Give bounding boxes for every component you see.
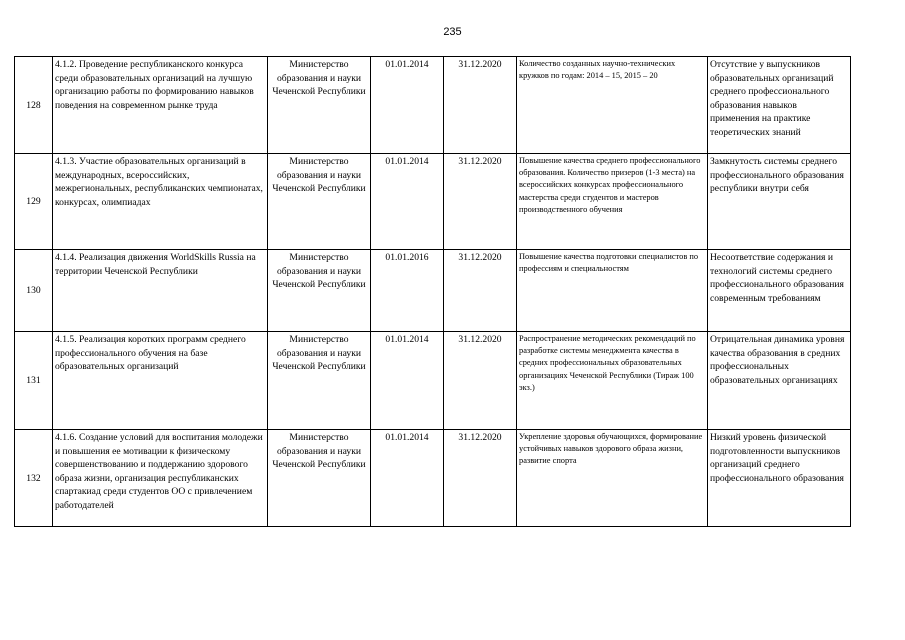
indicator-cell: Повышение качества подготовки специалистов по профессиям и специальностям — [517, 250, 708, 332]
program-measures-table — [14, 56, 851, 527]
measure-cell: 4.1.4. Реализация движения WorldSkills Russia на территории Чеченской Республики — [53, 250, 268, 332]
row-number: 129 — [15, 154, 53, 250]
row-number: 128 — [15, 57, 53, 154]
table-row — [15, 154, 851, 250]
end-date-cell: 31.12.2020 — [444, 154, 517, 250]
executor-cell: Министерство образования и науки Чеченской Республики — [268, 430, 371, 527]
table-row — [15, 430, 851, 527]
row-number: 131 — [15, 332, 53, 430]
indicator-cell: Повышение качества среднего профессионального образования. Количество призеров (1-3 места) на всероссийских конкурсах профессионального мастерства среди студентов и мастеров производственного обучения — [517, 154, 708, 250]
start-date-cell: 01.01.2014 — [371, 57, 444, 154]
indicator-cell: Количество созданных научно-технических кружков по годам: 2014 – 15, 2015 – 20 — [517, 57, 708, 154]
risk-cell: Несоответствие содержания и технологий системы среднего профессионального образования современным требованиям — [708, 250, 851, 332]
measure-cell: 4.1.3. Участие образовательных организаций в международных, всероссийских, межрегиональных, республиканских чемпионатах, конкурсах, олимпиадах — [53, 154, 268, 250]
start-date-cell: 01.01.2014 — [371, 154, 444, 250]
executor-cell: Министерство образования и науки Чеченской Республики — [268, 154, 371, 250]
table-row — [15, 57, 851, 154]
table-row — [15, 332, 851, 430]
measure-cell: 4.1.6. Создание условий для воспитания молодежи и повышения ее мотивации к физическому совершенствованию и поддержанию здорового образа жизни, организация республиканских спартакиад среди студентов ОО с привлечением работодателей — [53, 430, 268, 527]
executor-cell: Министерство образования и науки Чеченской Республики — [268, 332, 371, 430]
indicator-cell: Распространение методических рекомендаций по разработке системы менеджмента качества в средних профессиональных образовательных организациях Чеченской Республики (Тираж 100 экз.) — [517, 332, 708, 430]
end-date-cell: 31.12.2020 — [444, 57, 517, 154]
executor-cell: Министерство образования и науки Чеченской Республики — [268, 57, 371, 154]
row-number: 132 — [15, 430, 53, 527]
executor-cell: Министерство образования и науки Чеченской Республики — [268, 250, 371, 332]
end-date-cell: 31.12.2020 — [444, 332, 517, 430]
risk-cell: Замкнутость системы среднего профессионального образования республики внутри себя — [708, 154, 851, 250]
start-date-cell: 01.01.2014 — [371, 430, 444, 527]
row-number: 130 — [15, 250, 53, 332]
page-number: 235 — [443, 26, 462, 38]
start-date-cell: 01.01.2016 — [371, 250, 444, 332]
table-row — [15, 250, 851, 332]
start-date-cell: 01.01.2014 — [371, 332, 444, 430]
end-date-cell: 31.12.2020 — [444, 430, 517, 527]
risk-cell: Низкий уровень физической подготовленности выпускников организаций среднего профессионального образования — [708, 430, 851, 527]
measure-cell: 4.1.2. Проведение республиканского конкурса среди образовательных организаций на лучшую организацию работы по формированию навыков поведения на современном рынке труда — [53, 57, 268, 154]
end-date-cell: 31.12.2020 — [444, 250, 517, 332]
risk-cell: Отсутствие у выпускников образовательных организаций среднего профессионального образования навыков применения на практике теоретических знаний — [708, 57, 851, 154]
measure-cell: 4.1.5. Реализация коротких программ среднего профессионального обучения на базе образовательных организаций — [53, 332, 268, 430]
indicator-cell: Укрепление здоровья обучающихся, формирование устойчивых навыков здорового образа жизни, развитие спорта — [517, 430, 708, 527]
risk-cell: Отрицательная динамика уровня качества образования в средних профессиональных образовательных организациях — [708, 332, 851, 430]
